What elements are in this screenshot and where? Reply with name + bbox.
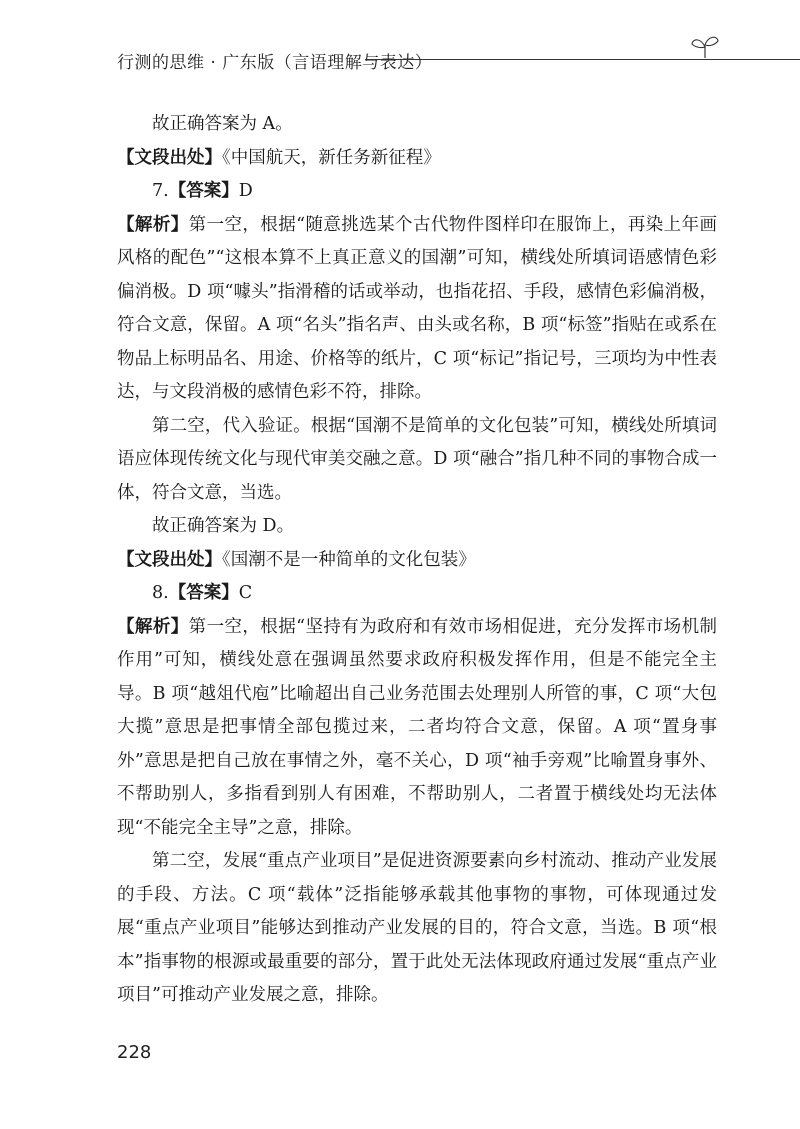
source-line-1 — [117, 142, 717, 176]
source-label-1: 【文段出处】 — [117, 147, 222, 168]
answer-label-8: 【答案】 — [168, 583, 239, 603]
answer-label-7: 【答案】 — [168, 181, 239, 201]
page-number: 228 — [117, 1042, 152, 1063]
running-header — [117, 46, 717, 76]
second-blank-paragraph-7: 第二空，代入验证。根据“国潮不是简单的文化包装”可知，横线处所填词语应体现传统文化与现代审美交融之意。D 项“融合”指几种不同的事物合成一体，符合文意，当选。 — [117, 415, 717, 503]
answer-conclusion-1: 故正确答案为 A。 — [152, 114, 293, 134]
second-blank-paragraph-8: 第二空，发展“重点产业项目”是促进资源要素向乡村流动、推动产业发展的手段、方法。C 项“载体”泛指能够承载其他事物的事物，可体现通过发展“重点产业项目”能够达到推动产业发展的目的，符合文意，当选。B 项“根本”指事物的根源或最重要的部分，置于此处无法体现政府通过发展“重点产业项目”可推动产业发展之意，排除。 — [117, 851, 717, 1005]
source-text-1: 《中国航天，新任务新征程》 — [222, 147, 441, 168]
analysis-paragraph-7 — [117, 209, 717, 410]
source-line-2 — [117, 544, 717, 578]
analysis-text-8: 第一空，根据“坚持有为政府和有效市场相促进，充分发挥市场机制作用”可知，横线处意在强调虽然要求政府积极发挥作用，但是不能完全主导。B 项“越俎代庖”比喻超出自己业务范围去处理别人所管的事，C 项“大包大揽”意思是把事情全部包揽过来，二者均符合文意，保留。A 项“置身事外”意思是把自己放在事情之外，毫不关心，D 项“袖手旁观”比喻置身事外、不帮助别人，多指看到别人有困难，不帮助别人，二者置于横线处均无法体现“不能完全主导”之意，排除。 — [117, 616, 718, 838]
header-rule — [365, 59, 800, 60]
answer-conclusion-2: 故正确答案为 D。 — [152, 516, 295, 536]
question-7-answer — [117, 175, 717, 209]
answer-value-8: C — [238, 583, 253, 603]
source-text-2: 《国潮不是一种简单的文化包装》 — [222, 549, 476, 570]
analysis-label-7: 【解析】 — [117, 214, 189, 235]
book-title: 行测的思维 · 广东版（言语理解与表达） — [117, 53, 433, 73]
analysis-label-8: 【解析】 — [117, 616, 189, 637]
answer-value-7: D — [238, 181, 253, 201]
question-8-answer — [117, 577, 717, 611]
sprout-icon — [690, 32, 720, 60]
source-label-2: 【文段出处】 — [117, 549, 222, 570]
analysis-text-7: 第一空，根据“随意挑选某个古代物件图样印在服饰上，再染上年画风格的配色”“这根本算不上真正意义的国潮”可知，横线处所填词语感情色彩偏消极。D 项“噱头”指滑稽的话或举动，也指花招、手段，感情色彩偏消极，符合文意，保留。A 项“名头”指名声、由头或名称，B 项“标签”指贴在或系在物品上标明品名、用途、价格等的纸片，C 项“标记”指记号，三项均为中性表达，与文段消极的感情色彩不符，排除。 — [117, 214, 718, 402]
page-content — [117, 108, 717, 1013]
question-number-7: 7. — [152, 181, 169, 201]
analysis-paragraph-8 — [117, 611, 717, 846]
question-number-8: 8. — [152, 583, 169, 603]
